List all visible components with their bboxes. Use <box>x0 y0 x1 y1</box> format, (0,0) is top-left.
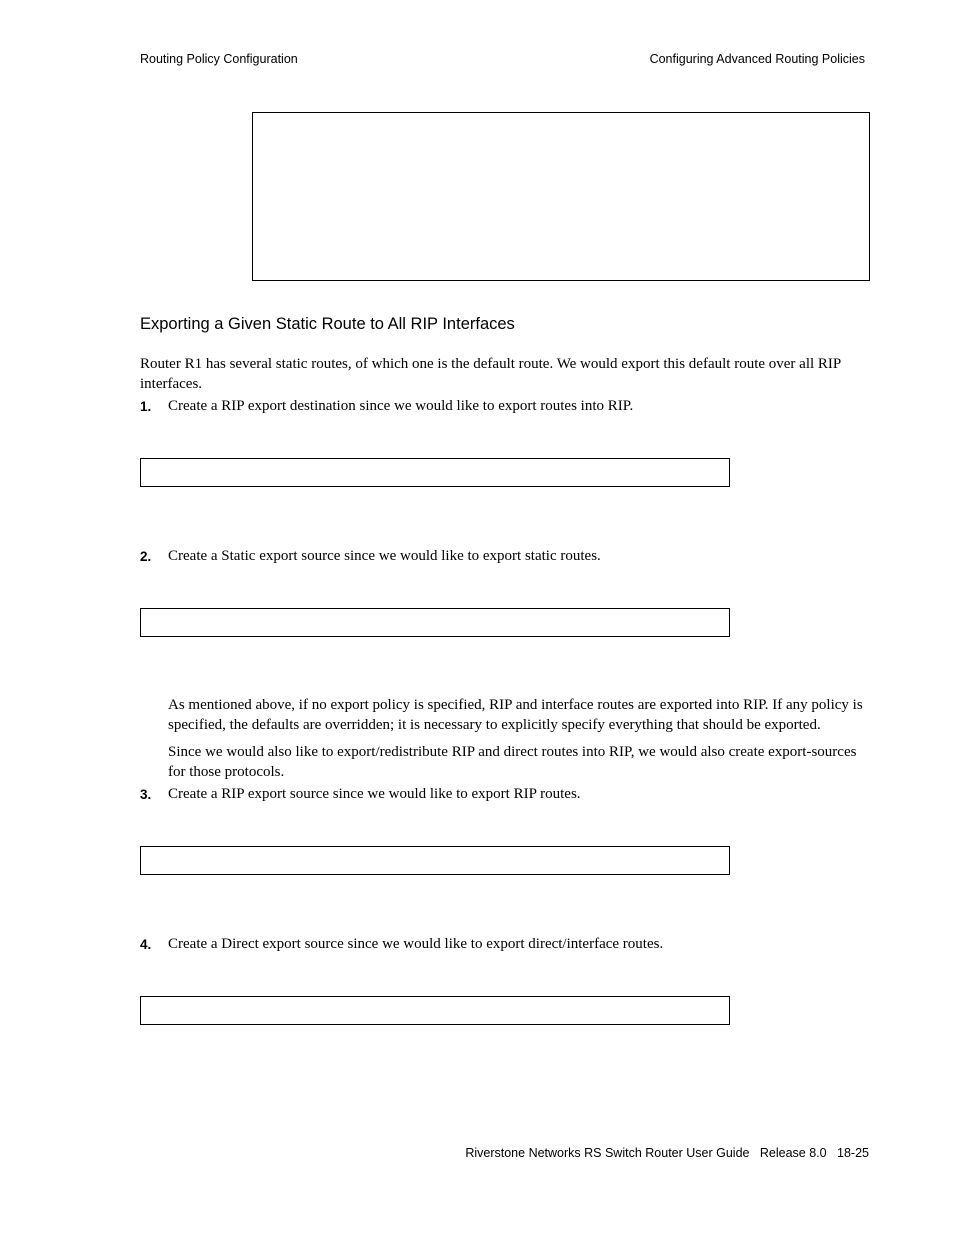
note-paragraph-2: Since we would also like to export/redistribute RIP and direct routes into RIP, we would also create export-sources for those protocols. <box>168 744 857 780</box>
step-4-text: Create a Direct export source since we would like to export direct/interface routes. <box>168 936 664 952</box>
intro-paragraph: Router R1 has several static routes, of which one is the default route. We would export this default route over all RIP interfaces. <box>140 356 841 392</box>
step-3-text: Create a RIP export source since we would like to export RIP routes. <box>168 786 581 802</box>
running-header-right: Configuring Advanced Routing Policies <box>649 52 865 66</box>
step-1-number: 1. <box>140 399 152 414</box>
page-footer: Riverstone Networks RS Switch Router User Guide Release 8.0 18-25 <box>465 1146 869 1160</box>
figure-box <box>252 112 870 281</box>
step-4-number: 4. <box>140 937 152 952</box>
step-2-text: Create a Static export source since we would like to export static routes. <box>168 548 601 564</box>
step-3-code-box <box>140 846 730 875</box>
step-2-number: 2. <box>140 549 152 564</box>
step-4-code-box <box>140 996 730 1025</box>
section-heading: Exporting a Given Static Route to All RIP Interfaces <box>140 315 515 333</box>
step-3-number: 3. <box>140 787 152 802</box>
step-1-text: Create a RIP export destination since we would like to export routes into RIP. <box>168 398 634 414</box>
running-header-left: Routing Policy Configuration <box>140 52 298 66</box>
step-2-code-box <box>140 608 730 637</box>
note-paragraph-1: As mentioned above, if no export policy is specified, RIP and interface routes are exported into RIP. If any policy is specified, the defaults are overridden; it is necessary to explicitly specify everything that should be exported. <box>168 697 863 733</box>
step-1-code-box <box>140 458 730 487</box>
